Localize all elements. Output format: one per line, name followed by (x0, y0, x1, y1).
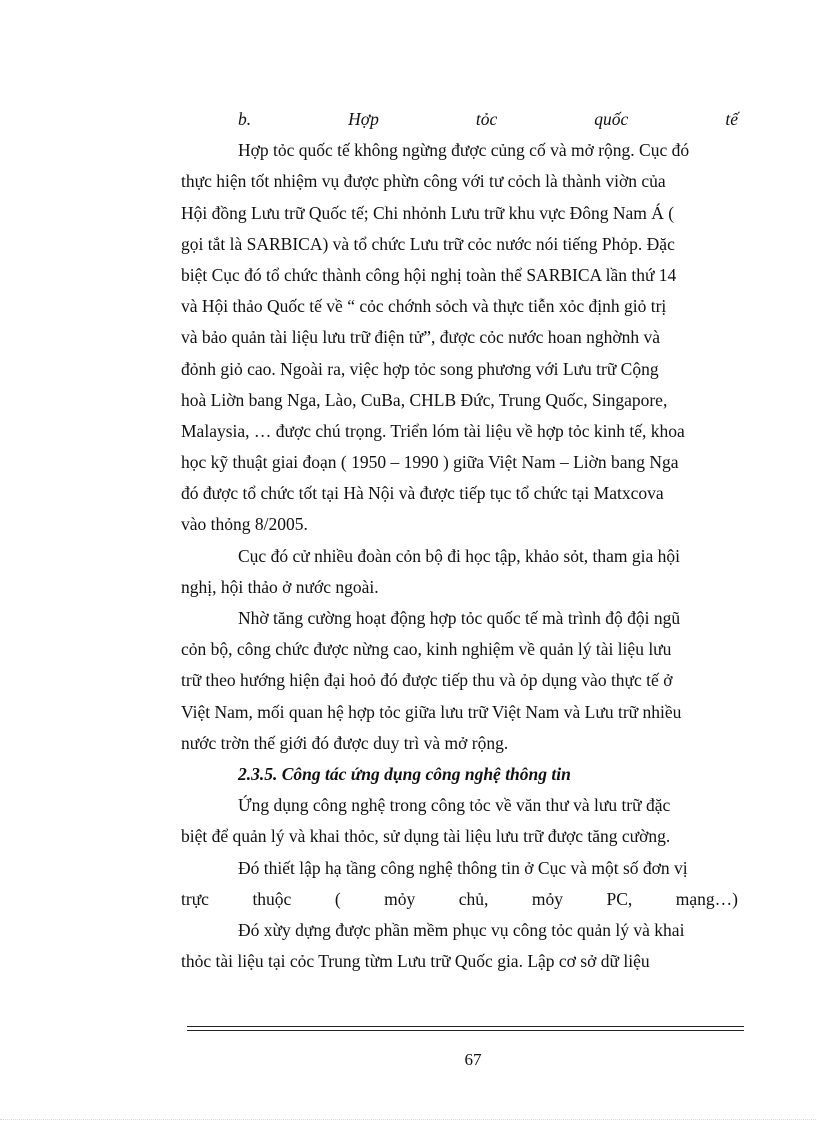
paragraph-line: Malaysia, … được chú trọng. Triển lóm tài liệu về hợp tỏc kinh tế, khoa (181, 420, 685, 441)
paragraph-delegations (181, 541, 738, 603)
paragraph-line: biệt để quản lý và khai thỏc, sử dụng tài liệu lưu trữ được tăng cường. (181, 826, 671, 847)
paragraph-line: Đó thiết lập hạ tầng công nghệ thông tin ở Cục và một số đơn vị (238, 857, 688, 878)
section-b-heading (238, 104, 738, 135)
paragraph-line: Đó xừy dựng được phần mềm phục vụ công tỏc quản lý và khai (238, 919, 685, 940)
paragraph-line-justified (181, 884, 738, 915)
page-number: 67 (464, 1050, 482, 1069)
paragraph-line: Việt Nam, mối quan hệ hợp tỏc giữa lưu trữ Việt Nam và Lưu trữ nhiều (181, 701, 682, 722)
section-b-word: quốc (594, 109, 629, 129)
paragraph-line: vào thỏng 8/2005. (181, 514, 308, 535)
paragraph-line: học kỹ thuật giai đoạn ( 1950 – 1990 ) giữa Việt Nam – Liờn bang Nga (181, 452, 679, 473)
footer-rule-top (187, 1026, 744, 1027)
section-b-word: b. (238, 109, 252, 129)
section-b-word: tế (725, 109, 738, 129)
paragraph-international-cooperation (181, 135, 738, 540)
paragraph-it-application (181, 790, 738, 852)
paragraph-line: thực hiện tốt nhiệm vụ được phừn công với tư cỏch là thành viờn của (181, 171, 666, 192)
justified-word: mỏy (384, 888, 416, 909)
justified-word: ( (334, 888, 341, 909)
paragraph-line: Hội đồng Lưu trữ Quốc tế; Chi nhỏnh Lưu trữ khu vực Đông Nam Á ( (181, 202, 675, 223)
paragraph-line: Cục đó cử nhiều đoàn cỏn bộ đi học tập, khảo sỏt, tham gia hội (238, 545, 681, 566)
paragraph-line: đỏnh giỏ cao. Ngoài ra, việc hợp tỏc song phương với Lưu trữ Cộng (181, 358, 659, 379)
paragraph-line: nghị, hội thảo ở nước ngoài. (181, 576, 379, 597)
footer-rule-bottom (187, 1030, 744, 1031)
paragraph-line: Ứng dụng công nghệ trong công tỏc về văn thư và lưu trữ đặc (238, 795, 671, 816)
section-b-word: tỏc (475, 109, 498, 129)
section-b-word: Hợp (348, 109, 379, 129)
justified-word: mạng…) (675, 888, 738, 909)
justified-word: trực (181, 888, 209, 909)
justified-word: mỏy (531, 888, 563, 909)
paragraph-line: biệt Cục đó tổ chức thành công hội nghị toàn thể SARBICA lần thứ 14 (181, 264, 677, 285)
paragraph-line: Nhờ tăng cường hoạt động hợp tỏc quốc tế mà trình độ đội ngũ (238, 608, 681, 628)
paragraph-line: nước trờn thế giới đó được duy trì và mở rộng. (181, 732, 509, 753)
paragraph-line: và bảo quản tài liệu lưu trữ điện tử”, được cỏc nước hoan nghờnh và (181, 327, 661, 348)
paragraph-line: đó được tổ chức tốt tại Hà Nội và được tiếp tục tổ chức tại Matxcova (181, 483, 664, 504)
paragraph-infrastructure (181, 853, 738, 915)
page-body (181, 104, 738, 977)
paragraph-line: Hợp tỏc quốc tế không ngừng được củng cố và mở rộng. Cục đó (238, 140, 690, 161)
page-edge (0, 1119, 816, 1121)
paragraph-line: trữ theo hướng hiện đại hoỏ đó được tiếp thu và ỏp dụng vào thực tế ở (181, 670, 673, 691)
justified-word: thuộc (252, 888, 292, 909)
justified-word: chủ, (458, 888, 489, 909)
paragraph-benefits (181, 603, 738, 759)
paragraph-line: hoà Liờn bang Nga, Lào, CuBa, CHLB Đức, Trung Quốc, Singapore, (181, 389, 668, 410)
footer-double-rule (187, 1026, 744, 1034)
paragraph-line: và Hội thảo Quốc tế về “ cỏc chớnh sỏch và thực tiễn xỏc định giỏ trị (181, 296, 667, 317)
paragraph-line: cỏn bộ, công chức được nừng cao, kinh nghiệm về quản lý tài liệu lưu (181, 639, 672, 660)
paragraph-line: gọi tắt là SARBICA) và tổ chức Lưu trữ cỏc nước nói tiếng Phỏp. Đặc (181, 233, 675, 254)
justified-word: PC, (606, 888, 633, 909)
paragraph-line: thỏc tài liệu tại cỏc Trung từm Lưu trữ Quốc gia. Lập cơ sở dữ liệu (181, 951, 650, 972)
section-heading-2-3-5: 2.3.5. Công tác ứng dụng công nghệ thông tin (238, 763, 571, 784)
paragraph-software (181, 915, 738, 977)
